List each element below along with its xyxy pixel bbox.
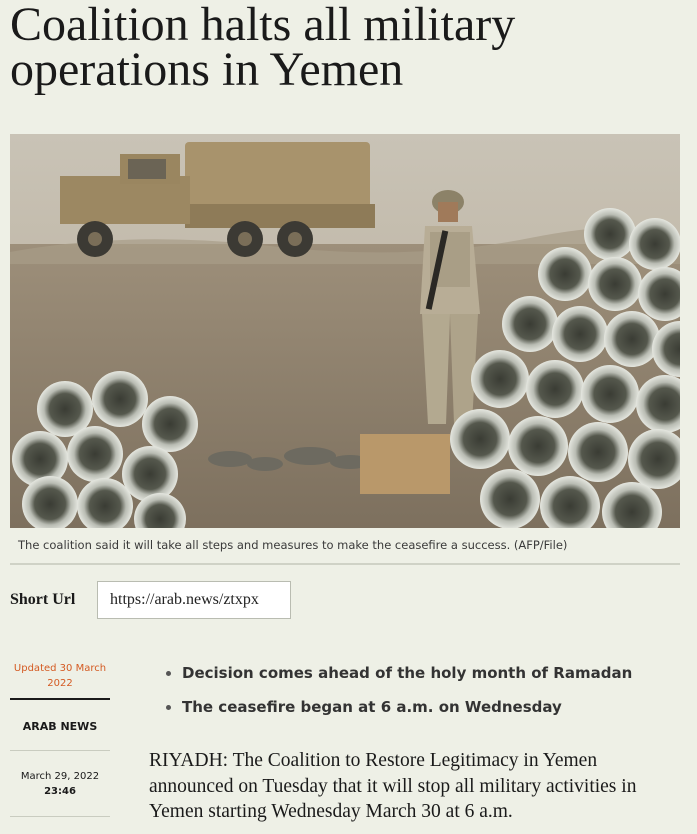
short-url-label: Short Url [10, 591, 76, 608]
highlight-item: • The ceasefire began at 6 a.m. on Wednesday [182, 694, 632, 728]
short-url-field[interactable]: https://arab.news/ztxpx [97, 581, 291, 619]
publish-date-day: March 29, 2022 [20, 771, 100, 782]
hero-photo [10, 134, 680, 528]
article-highlights [164, 660, 632, 728]
article-hero-image [10, 134, 680, 528]
author-link[interactable]: ARAB NEWS [10, 700, 110, 751]
image-caption: The coalition said it will take all steps and measures to make the ceasefire a success. (AFP/File) [18, 538, 568, 552]
highlight-item: • Decision comes ahead of the holy month of Ramadan [182, 660, 632, 694]
meta-bottom-divider [10, 816, 110, 817]
article-meta-sidebar [10, 660, 110, 799]
article-headline: Coalition halts all military operations in Yemen [10, 0, 516, 96]
publish-time: 23:46 [44, 786, 76, 797]
publish-date [10, 751, 110, 799]
article-body-paragraph: RIYADH: The Coalition to Restore Legitimacy in Yemen announced on Tuesday that it will stop all military activities in Yemen starting Wednesday March 30 at 6 a.m. [149, 750, 637, 822]
updated-date: Updated 30 March 2022 [13, 663, 107, 689]
caption-divider [10, 563, 680, 565]
